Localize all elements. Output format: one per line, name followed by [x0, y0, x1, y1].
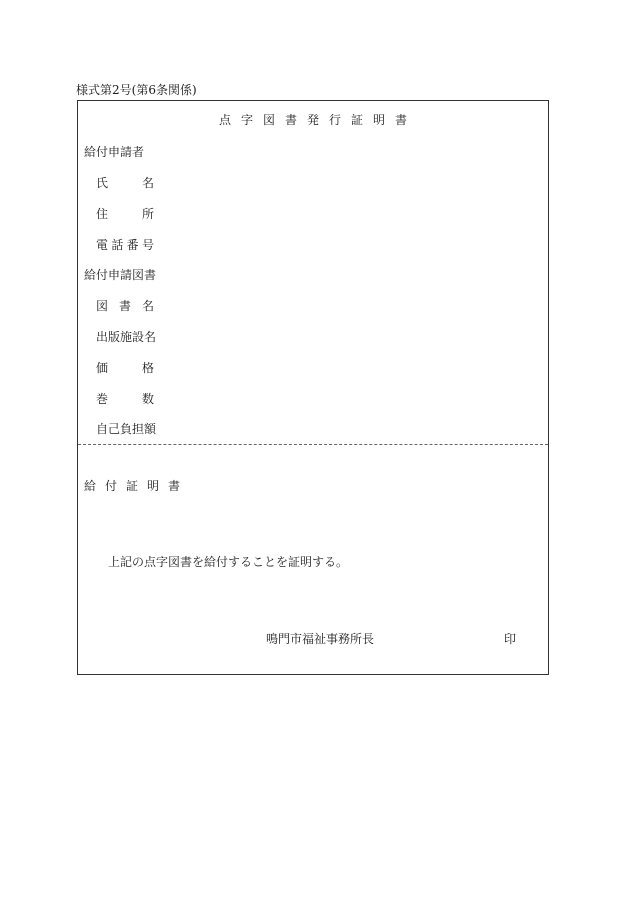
applicant-address-label — [96, 205, 154, 222]
applicant-phone-label — [96, 236, 154, 253]
issuer-title: 鳴門市福祉事務所長 — [266, 632, 375, 646]
applicant-address-label-char-2: 所 — [141, 207, 154, 221]
book-title-label-char-3: 名 — [141, 299, 154, 313]
price-label-char-2: 格 — [141, 361, 154, 375]
certificate-form — [77, 100, 549, 675]
applicant-phone-label-char-4: 号 — [141, 238, 154, 252]
publisher-label: 出版施設名 — [96, 330, 157, 344]
self-pay-label: 自己負担額 — [96, 422, 157, 436]
book-title-label — [96, 297, 154, 314]
certificate-heading: 給付証明書 — [84, 479, 190, 493]
applicant-name-label-char-1: 氏 — [96, 176, 109, 190]
applicant-name-label — [96, 174, 154, 191]
form-title: 点字図書発行証明書 — [218, 113, 417, 127]
book-title-label-char-1: 図 — [96, 299, 109, 313]
price-label — [96, 359, 154, 376]
applicant-heading: 給付申請者 — [84, 145, 145, 159]
section-divider — [78, 444, 548, 445]
book-title-label-char-2: 書 — [118, 299, 131, 313]
certificate-statement: 上記の点字図書を給付することを証明する。 — [108, 555, 349, 569]
applicant-name-label-char-2: 名 — [141, 176, 154, 190]
book-heading: 給付申請図書 — [84, 268, 157, 282]
volumes-label — [96, 390, 154, 407]
applicant-phone-label-char-1: 電 — [96, 238, 109, 252]
applicant-phone-label-char-2: 話 — [111, 238, 124, 252]
form-number-label: 様式第2号(第6条関係) — [76, 83, 197, 97]
volumes-label-char-1: 巻 — [96, 392, 109, 406]
applicant-address-label-char-1: 住 — [96, 207, 109, 221]
seal-mark: 印 — [504, 632, 517, 646]
applicant-phone-label-char-3: 番 — [126, 238, 139, 252]
volumes-label-char-2: 数 — [141, 392, 154, 406]
price-label-char-1: 価 — [96, 361, 109, 375]
